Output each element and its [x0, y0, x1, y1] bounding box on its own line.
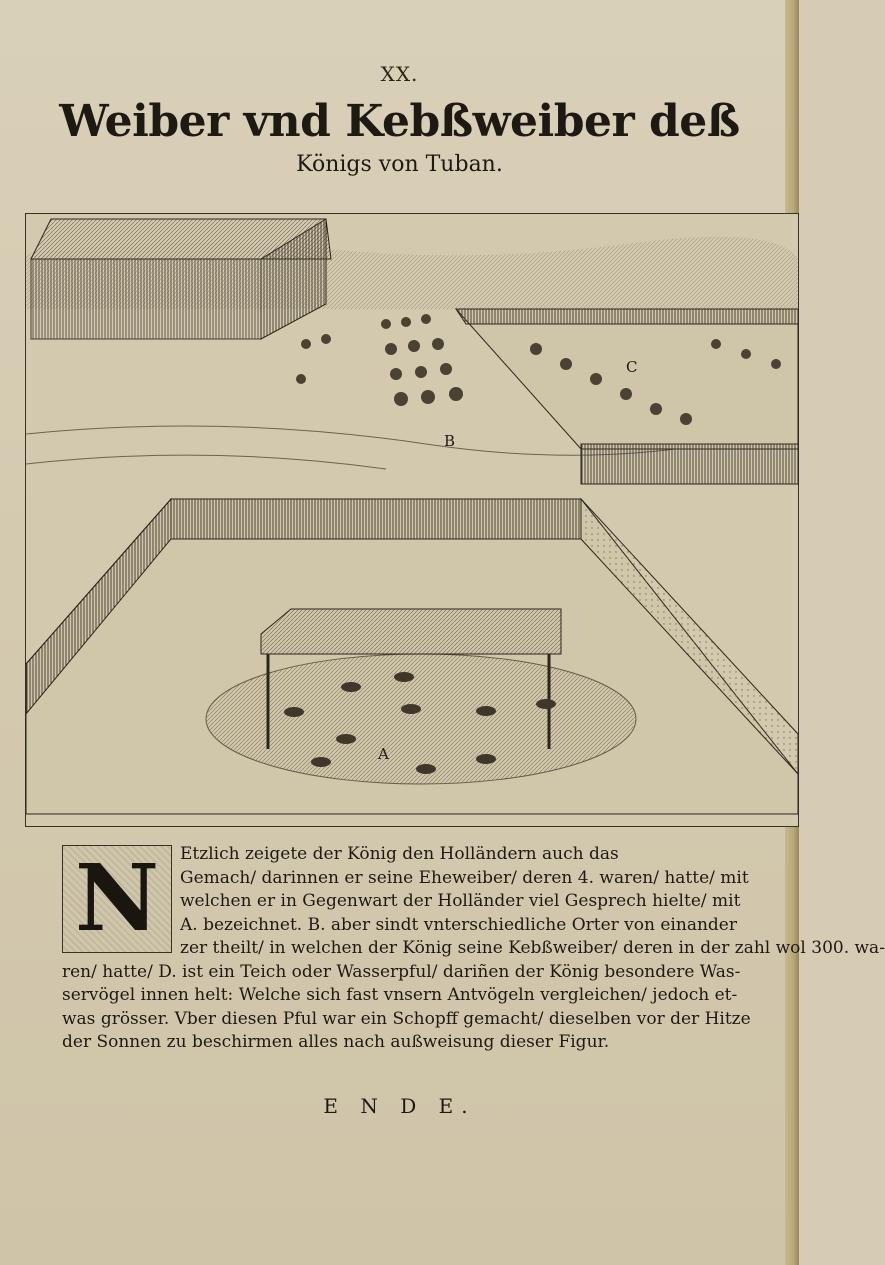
text-line: zer theilt/ in welchen der König seine Kebßweiber/ deren in der zahl wol 300. wa- [180, 938, 885, 958]
text-line: was grösser. Vber diesen Pful war ein Schopff gemacht/ dieselben vor der Hitze [62, 1008, 751, 1029]
plate-number: XX. [380, 62, 419, 86]
page-subtitle: Königs von Tuban. [296, 152, 503, 177]
text-line: A. bezeichnet. B. aber sindt vnterschiedliche Orter von einander [180, 914, 737, 935]
text-line: servögel innen helt: Welche sich fast vnsern Antvögeln vergleichen/ jedoch et- [62, 985, 738, 1005]
text-line: welchen er in Gegenwart der Holländer viel Gesprech hielte/ mit [180, 891, 741, 911]
label-a: A [378, 745, 389, 763]
text-line: der Sonnen zu beschirmen alles nach außweisung dieser Figur. [62, 1032, 610, 1052]
decorative-initial: N [62, 845, 172, 953]
label-b: B [444, 432, 456, 450]
royal-house [31, 219, 331, 339]
text-line: Gemach/ darinnen er seine Eheweiber/ deren 4. waren/ hatte/ mit [180, 867, 749, 888]
text-line: ren/ hatte/ D. ist ein Teich oder Wasserpful/ dariñen der König besondere Was- [62, 961, 741, 982]
engraving-illustration [25, 213, 799, 827]
body-text [62, 843, 885, 1055]
ende-mark: E N D E. [323, 1094, 476, 1118]
label-c: C [626, 358, 638, 376]
page-title: Weiber vnd Kebßweiber deß [59, 96, 740, 147]
text-line: Etzlich zeigete der König den Holländern auch das [180, 844, 619, 864]
